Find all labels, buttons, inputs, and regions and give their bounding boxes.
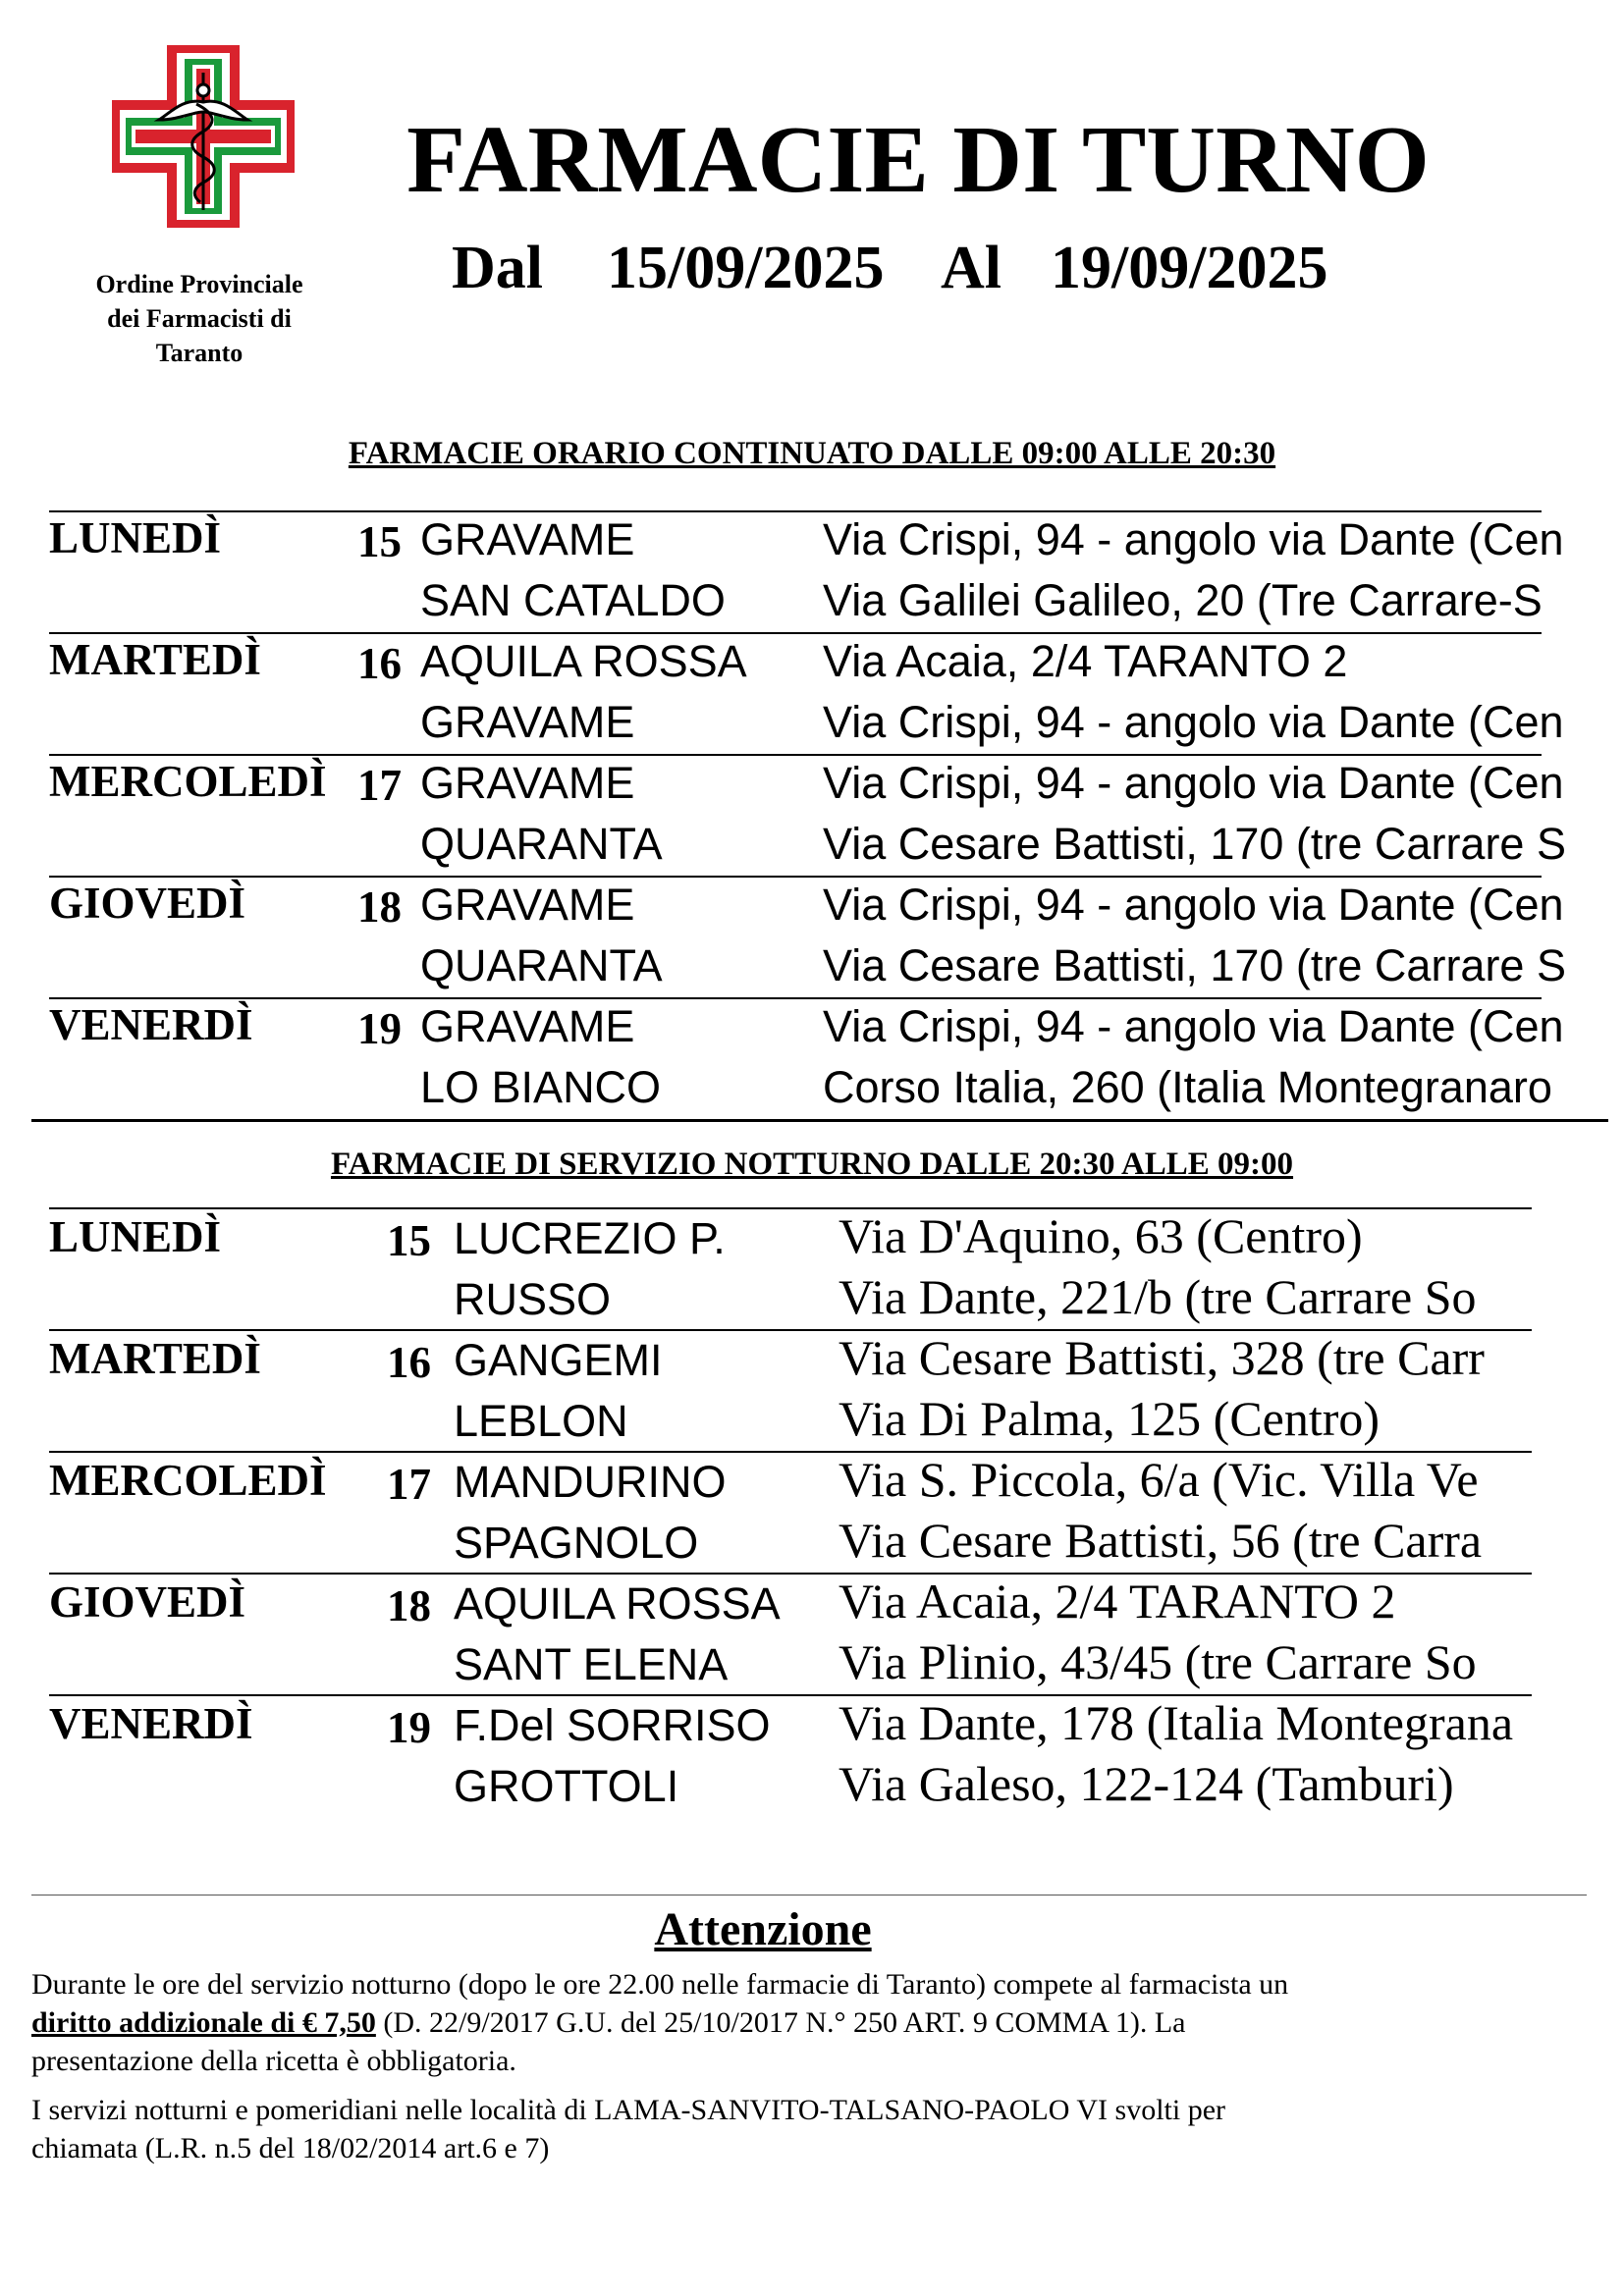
pharmacy-name: GROTTOLI — [454, 1761, 679, 1811]
pharmacy-name: GRAVAME — [420, 697, 635, 747]
notice-paragraph — [31, 2091, 1563, 2167]
pharmacy-address: Via Cesare Battisti, 170 (tre Carrare S — [823, 819, 1566, 869]
weekday: MERCOLEDÌ — [49, 757, 327, 806]
divider — [49, 876, 1542, 878]
day-number: 17 — [357, 761, 402, 810]
pharmacy-address: Via Galeso, 122-124 (Tamburi) — [839, 1756, 1454, 1811]
notice-title: Attenzione — [654, 1903, 872, 1955]
weekday: MERCOLEDÌ — [49, 1456, 327, 1505]
notice-divider — [31, 1895, 1587, 1896]
notice-line: Durante le ore del servizio notturno (dopo le ore 22.00 nelle farmacie di Taranto) compete al farmacista un — [31, 1968, 1289, 2001]
pharmacy-name: AQUILA ROSSA — [454, 1578, 781, 1629]
section-end-divider — [31, 1119, 1608, 1122]
day-number: 17 — [387, 1460, 431, 1509]
pharmacy-name: MANDURINO — [454, 1457, 727, 1507]
org-line: Ordine Provinciale — [95, 270, 303, 298]
pharmacy-name: GRAVAME — [420, 1001, 635, 1051]
pharmacy-address: Via Crispi, 94 - angolo via Dante (Cen — [823, 514, 1564, 564]
pharmacy-address: Via Crispi, 94 - angolo via Dante (Cen — [823, 758, 1564, 808]
pharmacy-name: QUARANTA — [420, 940, 663, 990]
weekday: VENERDÌ — [49, 1000, 253, 1049]
pharmacy-address: Via Cesare Battisti, 56 (tre Carra — [839, 1513, 1483, 1568]
pharmacy-address: Via Galilei Galileo, 20 (Tre Carrare-S — [823, 575, 1543, 625]
pharmacy-address: Via Crispi, 94 - angolo via Dante (Cen — [823, 697, 1564, 747]
pharmacy-name: SPAGNOLO — [454, 1518, 699, 1568]
pharmacy-name: LEBLON — [454, 1396, 628, 1446]
day-number: 18 — [387, 1581, 431, 1630]
weekday: LUNEDÌ — [49, 513, 222, 562]
day-section-title: FARMACIE ORARIO CONTINUATO DALLE 09:00 ALLE 20:30 — [348, 436, 1276, 471]
day-number: 19 — [357, 1004, 402, 1053]
day-number: 18 — [357, 882, 402, 932]
pharmacy-address: Via Plinio, 43/45 (tre Carrare So — [839, 1634, 1477, 1689]
pharmacy-address: Via S. Piccola, 6/a (Vic. Villa Ve — [839, 1452, 1479, 1507]
pharmacy-name: GRAVAME — [420, 880, 635, 930]
pharmacy-cross-caduceus-icon — [110, 43, 297, 230]
weekday: GIOVEDÌ — [49, 879, 246, 928]
pharmacy-name: GANGEMI — [454, 1335, 663, 1385]
notice-line: presentazione della ricetta è obbligatoria. — [31, 2045, 516, 2077]
pharmacy-address: Via Crispi, 94 - angolo via Dante (Cen — [823, 880, 1564, 930]
organization-name — [57, 267, 342, 370]
weekday: LUNEDÌ — [49, 1212, 222, 1261]
org-line: Taranto — [155, 339, 244, 367]
pharmacy-name: LO BIANCO — [420, 1062, 662, 1112]
from-label: Dal — [452, 235, 543, 301]
pharmacy-address: Via Crispi, 94 - angolo via Dante (Cen — [823, 1001, 1564, 1051]
night-section-title: FARMACIE DI SERVIZIO NOTTURNO DALLE 20:30 ALLE 09:00 — [330, 1147, 1294, 1182]
pharmacy-address: Via Di Palma, 125 (Centro) — [839, 1391, 1380, 1446]
weekday: GIOVEDÌ — [49, 1577, 246, 1627]
pharmacy-name: SANT ELENA — [454, 1639, 729, 1689]
day-number: 19 — [387, 1703, 431, 1752]
day-number: 15 — [357, 517, 402, 566]
pharmacy-name: F.Del SORRISO — [454, 1700, 771, 1750]
from-date: 15/09/2025 — [607, 235, 885, 301]
to-label: Al — [941, 235, 1001, 301]
pharmacy-name: AQUILA ROSSA — [420, 636, 747, 686]
pharmacy-name: SAN CATALDO — [420, 575, 726, 625]
to-date: 19/09/2025 — [1051, 235, 1328, 301]
divider — [49, 632, 1542, 634]
divider — [49, 997, 1542, 999]
pharmacy-address: Via Cesare Battisti, 170 (tre Carrare S — [823, 940, 1566, 990]
pharmacy-address: Via Acaia, 2/4 TARANTO 2 — [839, 1574, 1396, 1629]
notice-text: (D. 22/9/2017 G.U. del 25/10/2017 N.° 250 ART. 9 COMMA 1). La — [375, 2006, 1186, 2039]
pharmacy-address: Via D'Aquino, 63 (Centro) — [839, 1208, 1363, 1263]
pharmacy-address: Via Cesare Battisti, 328 (tre Carr — [839, 1330, 1485, 1385]
pharmacy-address: Corso Italia, 260 (Italia Montegranaro — [823, 1062, 1552, 1112]
weekday: MARTEDÌ — [49, 635, 261, 684]
notice-line: I servizi notturni e pomeridiani nelle località di LAMA-SANVITO-TALSANO-PAOLO VI svolti per — [31, 2094, 1226, 2126]
pharmacy-name: GRAVAME — [420, 514, 635, 564]
notice-paragraph — [31, 1965, 1563, 2080]
pharmacy-address: Via Dante, 221/b (tre Carrare So — [839, 1269, 1477, 1324]
pharmacy-name: QUARANTA — [420, 819, 663, 869]
page-title: FARMACIE DI TURNO — [406, 107, 1430, 213]
org-line: dei Farmacisti di — [107, 304, 292, 333]
weekday: VENERDÌ — [49, 1699, 253, 1748]
day-number: 15 — [387, 1216, 431, 1265]
notice-line: chiamata (L.R. n.5 del 18/02/2014 art.6 e 7) — [31, 2132, 550, 2164]
pharmacy-name: RUSSO — [454, 1274, 612, 1324]
weekday: MARTEDÌ — [49, 1334, 261, 1383]
pharmacy-name: GRAVAME — [420, 758, 635, 808]
day-number: 16 — [357, 639, 402, 688]
pharmacy-address: Via Acaia, 2/4 TARANTO 2 — [823, 636, 1348, 686]
day-number: 16 — [387, 1338, 431, 1387]
pharmacy-name: LUCREZIO P. — [454, 1213, 726, 1263]
notice-line — [31, 2003, 1563, 2042]
divider — [49, 510, 1542, 512]
additional-fee: diritto addizionale di € 7,50 — [31, 2006, 376, 2039]
pharmacy-address: Via Dante, 178 (Italia Montegrana — [839, 1695, 1514, 1750]
